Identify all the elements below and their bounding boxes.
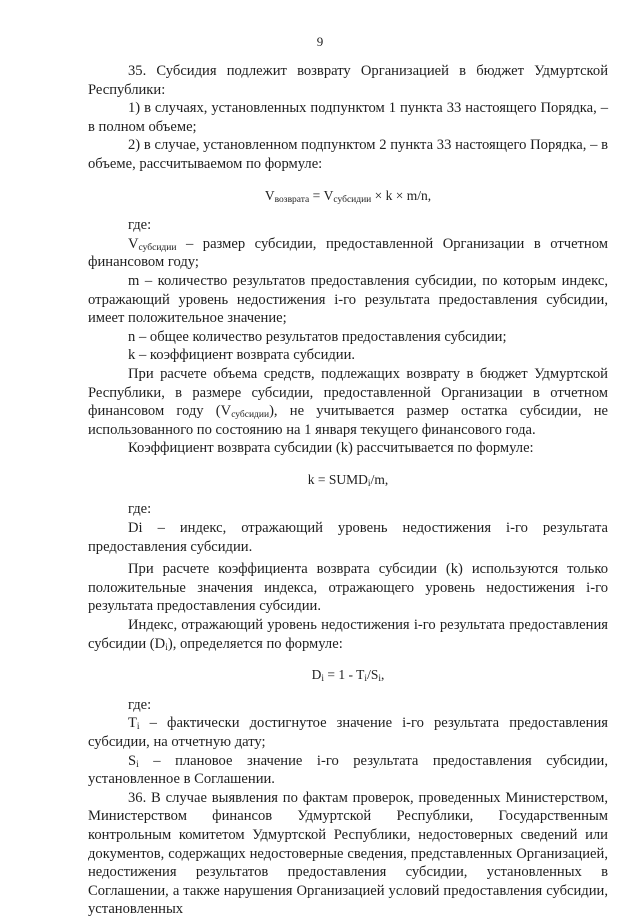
page-body bbox=[88, 62, 608, 919]
formula-k: $k = SUMD_i/m$, bbox=[307, 471, 389, 489]
paragraph-35-item-1: 1) в случаях, установленных подпунктом 1 пункта 33 настоящего Порядка, – в полном объеме; bbox=[88, 100, 608, 135]
paragraph-index: Индекс, отражающий уровень недостижения i-го результата предоставления субсидии $(D_i)$, определяется по формуле: bbox=[88, 617, 608, 653]
where-label-1: где: bbox=[128, 217, 152, 234]
paragraph-k-coefficient: Коэффициент возврата субсидии (k) рассчитывается по формуле: bbox=[128, 440, 534, 457]
definition-n: n – общее количество результатов предоставления субсидии; bbox=[128, 328, 507, 345]
definition-k: k – коэффициент возврата субсидии. bbox=[128, 347, 356, 364]
where-label-3: где: bbox=[128, 696, 152, 713]
page-number: 9 bbox=[316, 34, 324, 49]
definition-v-subsidy: $V_{субсидии}$ – размер субсидии, предоставленной Организации в отчетном финансовом году; bbox=[88, 235, 608, 271]
paragraph-calculation: При расчете объема средств, подлежащих возврату в бюджет Удмуртской Республики, в размере субсидии, предоставленной Организации в отчетном финансовом году $(V_{субсидии})$, не учитывается размер остатка субсидии, не использованного по состоянию на 1 января текущего финансового года. bbox=[88, 365, 608, 438]
definition-ti: $T_i$ – фактически достигнутое значение i-го результата предоставления субсидии, на отчетную дату; bbox=[88, 715, 608, 750]
where-label-2: где: bbox=[128, 501, 152, 518]
paragraph-35-item-2: 2) в случае, установленном подпунктом 2 пункта 33 настоящего Порядка, – в объеме, рассчитываемом по формуле: bbox=[88, 137, 608, 172]
definition-m: m – количество результатов предоставления субсидии, по которым индекс, отражающий уровень недостижения i-го результата предоставления субсидии, имеет положительное значение; bbox=[88, 272, 608, 327]
formula-di: $D_i = 1 - T_i/S_i$, bbox=[311, 667, 385, 685]
definition-si: $S_i$ – плановое значение i-го результата предоставления субсидии, установленное в Соглашении. bbox=[88, 752, 608, 788]
paragraph-35: 35. Субсидия подлежит возврату Организацией в бюджет Удмуртской Республики: bbox=[88, 63, 608, 98]
formula-return-volume: $V_{возврата} = V_{субсидии} \times k \times m/n$, bbox=[264, 187, 432, 205]
paragraph-positive-values: При расчете коэффициента возврата субсидии (k) используются только положительные значения индекса, отражающего уровень недостижения i-го результата предоставления субсидии. bbox=[88, 561, 608, 615]
definition-di: Di – индекс, отражающий уровень недостижения i-го результата предоставления субсидии. bbox=[88, 520, 608, 555]
paragraph-36: 36. В случае выявления по фактам проверок, проведенных Министерством, Министерством финансов Удмуртской Республики, Государственным контрольным комитетом Удмуртской Республики, недостоверных сведений или документов, содержащих недостоверные сведения, представленных Организацией, недостижения результатов предоставления субсидии, установленных в Соглашении, а также нарушения Организацией условий предоставления субсидии, установленных bbox=[88, 789, 608, 918]
